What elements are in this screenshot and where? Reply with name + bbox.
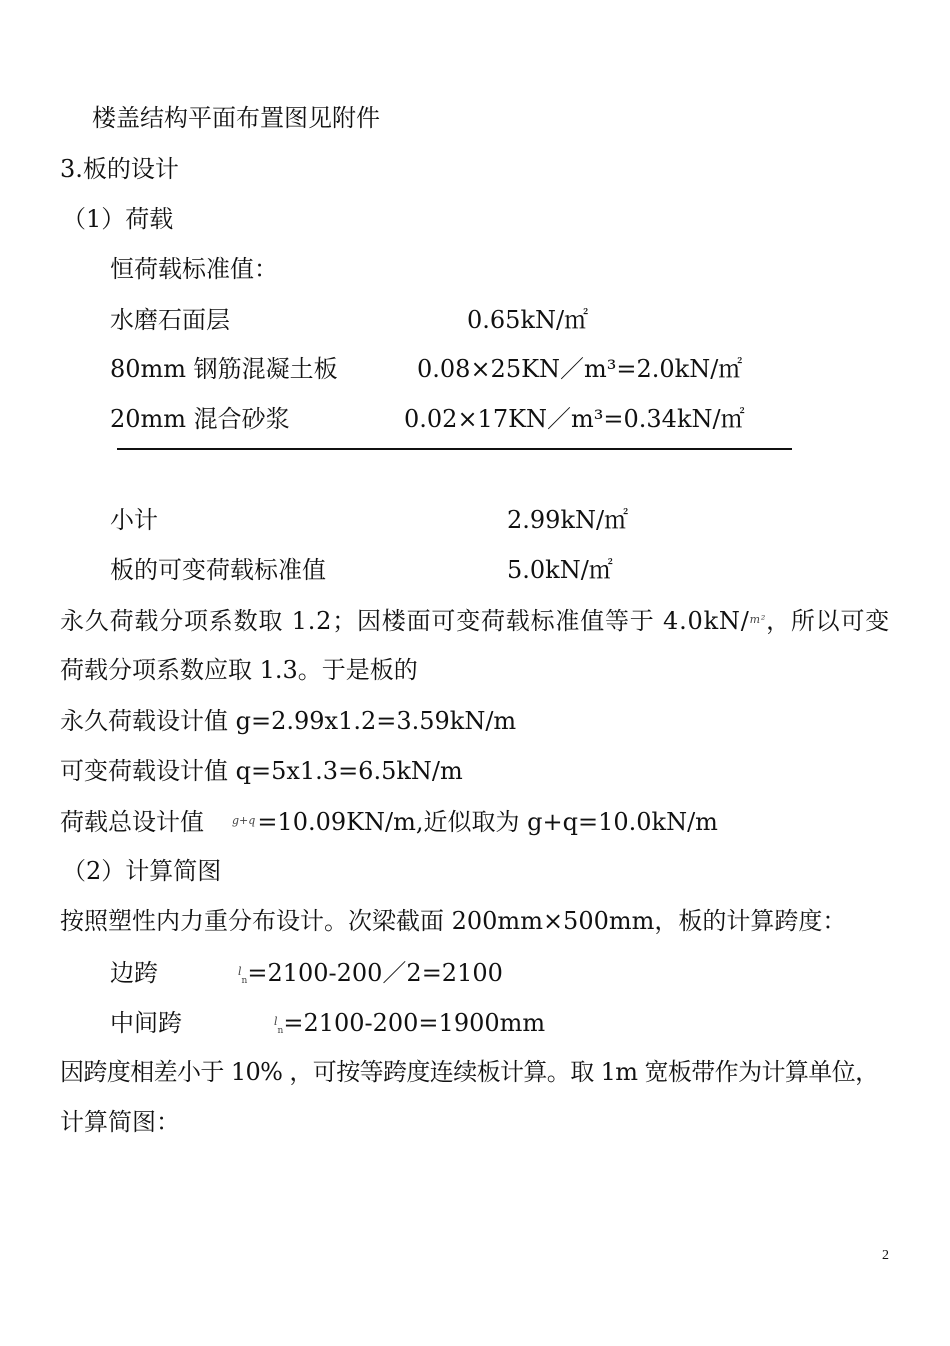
text-line-partial-factor (60, 605, 890, 635)
total-load-label: 荷载总设计值 (60, 808, 204, 836)
unit-m2-small: m² (749, 613, 767, 626)
span-symbol-l: l (274, 1015, 278, 1028)
text-calc-diagram-label: 计算简图： (60, 1108, 180, 1136)
load-item-label-terrazzo: 水磨石面层 (110, 306, 230, 334)
page-number: 2 (882, 1248, 889, 1263)
total-load-value: =10.09KN/m,近似取为 g+q=10.0kN/m (257, 808, 718, 836)
subsection-heading-loads: （1）荷载 (62, 205, 174, 233)
text-plastic-redistribution: 按照塑性内力重分布设计。次梁截面 200mm×500mm，板的计算跨度： (60, 907, 847, 935)
end-span-value: =2100-200／2=2100 (247, 959, 503, 987)
subtotal-label: 小计 (110, 506, 158, 534)
subsection-heading-calc-diagram: （2）计算简图 (62, 857, 222, 885)
span-symbol-subscript: n (277, 1026, 284, 1036)
text-dead-load-design: 永久荷载设计值 g=2.99x1.2=3.59kN/m (60, 707, 517, 735)
formula-g-plus-q-small: g+q (232, 814, 256, 827)
text-line-1: 楼盖结构平面布置图见附件 (92, 104, 380, 132)
partial-factor-text: 永久荷载分项系数取 1.2；因楼面可变荷载标准值等于 4.0kN/ (60, 607, 750, 635)
section-heading-slab-design: 3.板的设计 (60, 155, 179, 183)
end-span-label: 边跨 (110, 959, 158, 987)
text-dead-load-standard: 恒荷载标准值： (110, 255, 278, 283)
load-item-label-mortar: 20mm 混合砂浆 (110, 405, 290, 433)
load-item-value-terrazzo: 0.65kN/㎡ (467, 306, 589, 334)
live-load-value: 5.0kN/㎡ (507, 556, 613, 584)
text-line-live-factor: 荷载分项系数应取 1.3。于是板的 (60, 656, 418, 684)
text-live-load-design: 可变荷载设计值 q=5x1.3=6.5kN/m (60, 757, 463, 785)
middle-span-label: 中间跨 (110, 1009, 182, 1037)
load-item-label-concrete-slab: 80mm 钢筋混凝土板 (110, 355, 338, 383)
text-end-span (110, 957, 503, 987)
partial-factor-tail: ，所以可变 (766, 607, 891, 635)
sum-divider-line (117, 448, 792, 450)
text-equal-span-note: 因跨度相差小于 10% ，可按等跨度连续板计算。取 1m 宽板带作为计算单位， (60, 1058, 879, 1086)
load-item-value-mortar: 0.02×17KN／m³=0.34kN/㎡ (404, 405, 745, 433)
live-load-label: 板的可变荷载标准值 (110, 556, 326, 584)
load-item-value-concrete-slab: 0.08×25KN／m³=2.0kN/㎡ (417, 355, 743, 383)
span-symbol-subscript: n (241, 976, 248, 986)
subtotal-value: 2.99kN/㎡ (507, 506, 629, 534)
text-middle-span (110, 1007, 545, 1037)
span-symbol-l: l (238, 965, 242, 978)
text-total-load-design (60, 806, 718, 836)
middle-span-value: =2100-200=1900mm (283, 1009, 546, 1037)
